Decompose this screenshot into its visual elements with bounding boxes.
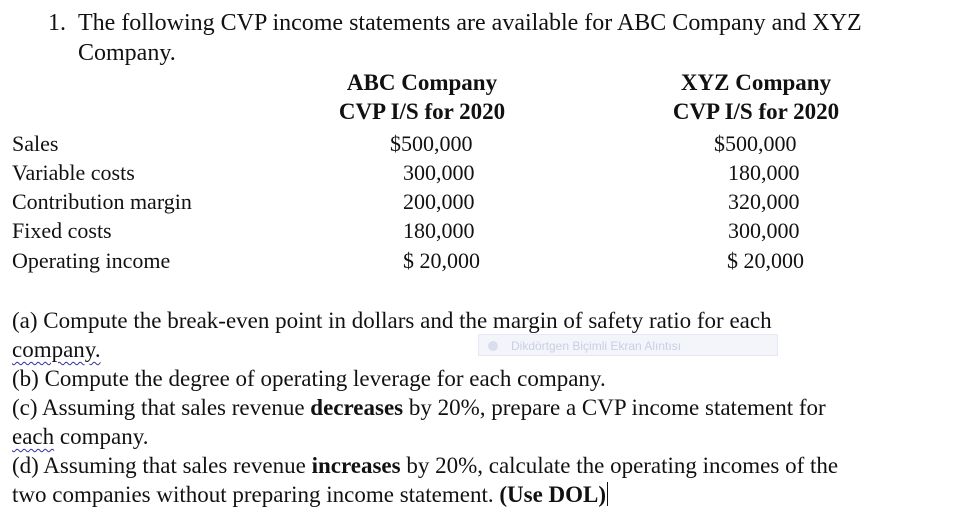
abc-operating-income-value: $ 20,000 bbox=[403, 248, 480, 273]
row-label-sales: Sales bbox=[12, 131, 59, 156]
abc-company-header: ABC Company bbox=[346, 70, 498, 95]
row-label-operating-income: Operating income bbox=[12, 248, 171, 273]
part-a-line-1: (a) Compute the break-even point in dollars and the margin of safety ratio for each bbox=[12, 308, 772, 333]
row-label-fixed-costs: Fixed costs bbox=[12, 218, 112, 243]
part-d-bold-word: increases bbox=[311, 453, 401, 478]
abc-variable-costs-value: 300,000 bbox=[403, 160, 475, 185]
part-d-line-2[interactable] bbox=[12, 482, 608, 508]
part-a-company-word: company. bbox=[12, 337, 101, 362]
part-c-line-2 bbox=[12, 424, 148, 450]
part-c-each-word: each bbox=[12, 424, 55, 449]
row-label-variable-costs: Variable costs bbox=[12, 160, 135, 185]
clip-dot-icon bbox=[488, 341, 498, 351]
part-c-bold-word: decreases bbox=[310, 395, 404, 420]
xyz-contribution-margin-value: 320,000 bbox=[728, 189, 800, 214]
part-a-line-2 bbox=[12, 337, 101, 363]
part-c-text-end: by 20%, prepare a CVP income statement for bbox=[403, 395, 826, 420]
xyz-fixed-costs-value: 300,000 bbox=[728, 218, 800, 243]
part-d-line-2-text: two companies without preparing income statement. bbox=[12, 482, 500, 507]
xyz-sales-value: $500,000 bbox=[714, 131, 797, 156]
screen-clip-tooltip[interactable] bbox=[478, 334, 778, 356]
question-line-1: The following CVP income statements are available for ABC Company and XYZ bbox=[78, 10, 862, 36]
part-b: (b) Compute the degree of operating leverage for each company. bbox=[12, 366, 606, 391]
part-d-text-start: (d) Assuming that sales revenue bbox=[12, 453, 312, 478]
part-d-use-dol: (Use DOL) bbox=[499, 482, 607, 507]
xyz-operating-income-value: $ 20,000 bbox=[727, 248, 804, 273]
abc-sales-value: $500,000 bbox=[390, 131, 473, 156]
text-cursor bbox=[607, 482, 608, 506]
question-line-2: Company. bbox=[78, 40, 176, 66]
abc-contribution-margin-value: 200,000 bbox=[403, 189, 475, 214]
xyz-company-header: XYZ Company bbox=[680, 70, 832, 95]
abc-fixed-costs-value: 180,000 bbox=[403, 218, 475, 243]
part-d-line-1 bbox=[12, 453, 838, 479]
question-number: 1. bbox=[48, 10, 66, 36]
xyz-statement-subheader: CVP I/S for 2020 bbox=[672, 99, 840, 124]
abc-statement-subheader: CVP I/S for 2020 bbox=[338, 99, 506, 124]
part-c-text-start: (c) Assuming that sales revenue bbox=[12, 395, 311, 420]
part-d-text-end: by 20%, calculate the operating incomes of the bbox=[400, 453, 839, 478]
xyz-variable-costs-value: 180,000 bbox=[728, 160, 800, 185]
row-label-contribution-margin: Contribution margin bbox=[12, 189, 192, 214]
part-c-line-2-rest: company. bbox=[54, 424, 149, 449]
part-c-line-1 bbox=[12, 395, 826, 421]
tooltip-label: Dikdörtgen Biçimli Ekran Alıntısı bbox=[511, 339, 682, 353]
